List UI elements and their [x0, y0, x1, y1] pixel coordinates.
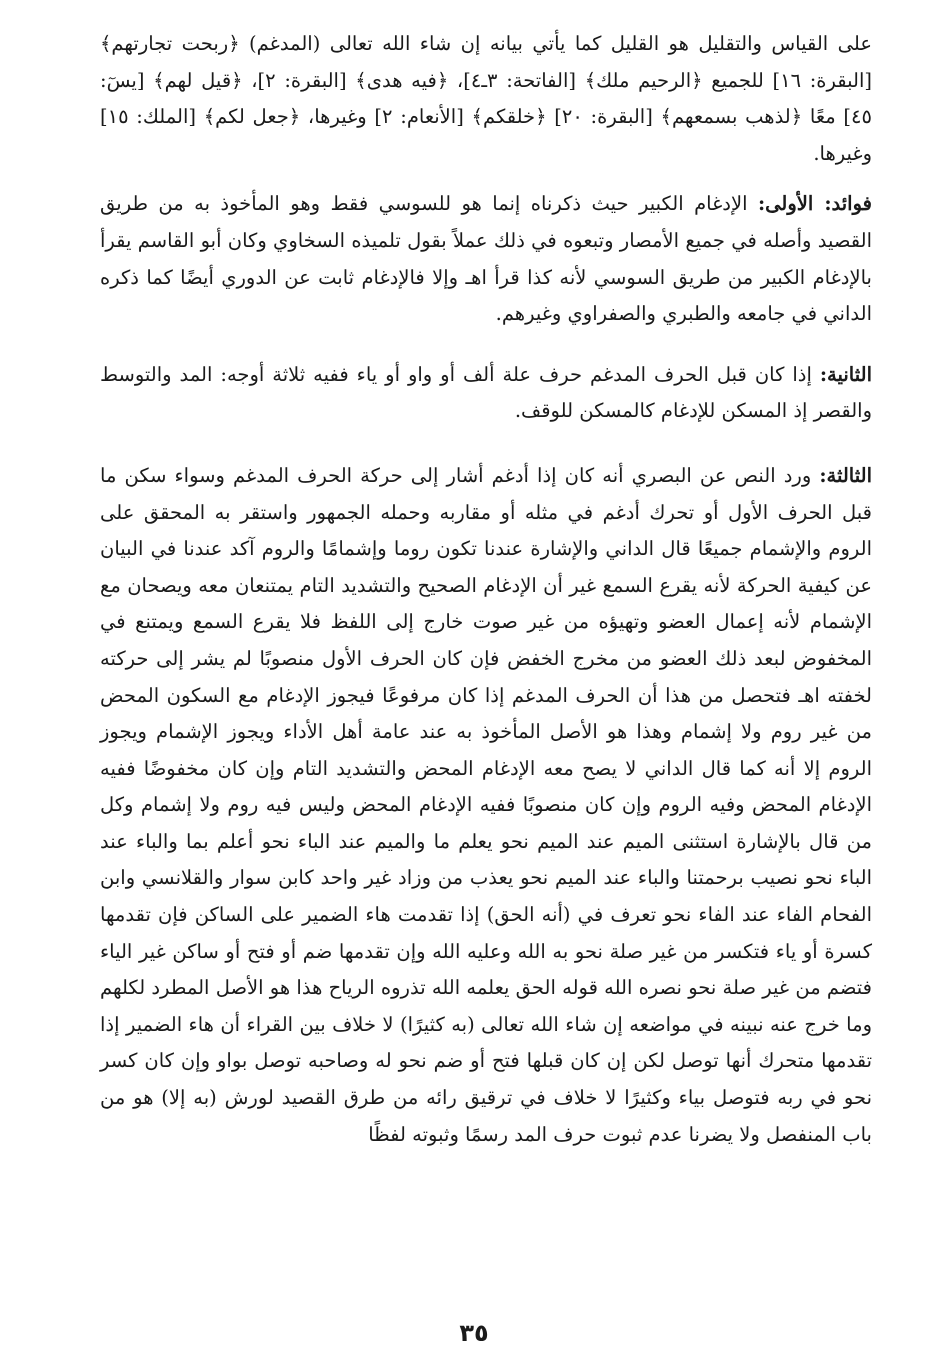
page-number: ٣٥ — [459, 1319, 489, 1347]
paragraph-intro — [100, 26, 872, 172]
paragraph-benefit-third — [100, 458, 872, 1153]
paragraph-text: ورد النص عن البصري أنه كان إذا أدغم أشار إلى حركة الحرف المدغم وسواء سكن ما قبل الحرف الأول أو تحرك أدغم في مثله أو مقاربه وحمله الجمهور واستقر به المحقق على الروم والإشمام جميعًا قال الداني والإشارة عندنا تكون روما وإشمامًا والروم آكد عندنا في البيان عن كيفية الحركة لأنه يقرع السمع غير أن الإدغام الصحيح والتشديد التام يمتنعان معه ويصحان مع الإشمام لأنه إعمال العضو وتهيؤه من غير صوت خارج إلى اللفظ فلا يقرع السمع ويمتنع في المخفوض لبعد ذلك العضو من مخرج الخفض فإن كان الحرف الأول منصوبًا لم يشر إلى حركته لخفته اهـ فتحصل من هذا أن الحرف المدغم إذا كان مرفوعًا فيجوز الإدغام مع السكون المحض من غير روم ولا إشمام وهذا هو الأصل المأخوذ به عند عامة أهل الأداء ويجوز الإشمام ويجوز الروم إلا أنه كما قال الداني لا يصح معه الإدغام المحض والتشديد التام وإن كان مخفوضًا ففيه الإدغام المحض وفيه الروم وإن كان منصوبًا ففيه الإدغام المحض وليس فيه روم ولا إشمام وكل من قال بالإشارة استثنى الميم عند الميم نحو يعلم ما والميم عند الباء نحو أعلم بما والباء عند الباء نحو نصيب برحمتنا والباء عند الميم نحو يعذب من وزاد غير واحد كابن سوار والقلانسي وابن الفحام الفاء عند الفاء نحو تعرف في (أنه الحق) إذا تقدمت هاء الضمير على الساكن فإن تقدمها كسرة أو ياء فتكسر من غير صلة نحو به الله وعليه الله وإن تقدمها ضم أو فتح أو ساكن غير الياء فتضم من غير صلة نحو نصره الله قوله الحق يعلمه الله تذروه الرياح هذا هو الأصل المطرد لكلهم وما خرج عنه نبينه في مواضعه إن شاء الله تعالى (به كثيرًا) لا خلاف بين القراء أن هاء الضمير إذا تقدمها متحرك أنها توصل لكن إن كان قبلها فتح أو ضم نحو له وصاحبه توصل بواو وإن كان كسر نحو في ربه فتوصل بياء وكثيرًا لا خلاف في ترقيق رائه من طرق القصيد لورش (به إلا) هو من باب المنفصل ولا يضرنا عدم ثبوت حرف المد رسمًا وثبوته لفظًا — [100, 463, 872, 1146]
paragraph-benefit-second — [100, 357, 872, 430]
page-body — [100, 26, 872, 1153]
paragraph-label: فوائد: الأولى: — [757, 192, 872, 216]
paragraph-benefit-first — [100, 186, 872, 332]
paragraph-text: الإدغام الكبير حيث ذكرناه إنما هو للسوسي فقط وهو المأخوذ به من طريق القصيد وأصله في جميع الأمصار وتبعوه في ذلك عملاً بقول تلميذه السخاوي وكان أبو القاسم يقرأ بالإدغام الكبير من طريق السوسي لأنه كذا قرأ اهـ وإلا فالإدغام ثابت عن الدوري أيضًا كما ذكره الداني في جامعه والطبري والصفراوي وغيرهم. — [100, 192, 872, 326]
paragraph-text: إذا كان قبل الحرف المدغم حرف علة ألف أو واو أو ياء ففيه ثلاثة أوجه: المد والتوسط والقصر إذ المسكن للإدغام كالمسكن للوقف. — [100, 362, 872, 423]
paragraph-label: الثالثة: — [819, 463, 872, 487]
paragraph-text: على القياس والتقليل هو القليل كما يأتي بيانه إن شاء الله تعالى (المدغم) ﴿ربحت تجارتهم﴾ [البقرة: ١٦] للجميع ﴿الرحيم ملك﴾ [الفاتحة: ٣ـ٤]، ﴿فيه هدى﴾ [البقرة: ٢]، ﴿قيل لهم﴾ [يسٓ: ٤٥] معًا ﴿لذهب بسمعهم﴾ [البقرة: ٢٠] ﴿خلقكم﴾ [الأنعام: ٢] وغيرها، ﴿جعل لكم﴾ [الملك: ١٥] وغيرها. — [100, 32, 872, 165]
paragraph-label: الثانية: — [819, 362, 872, 386]
